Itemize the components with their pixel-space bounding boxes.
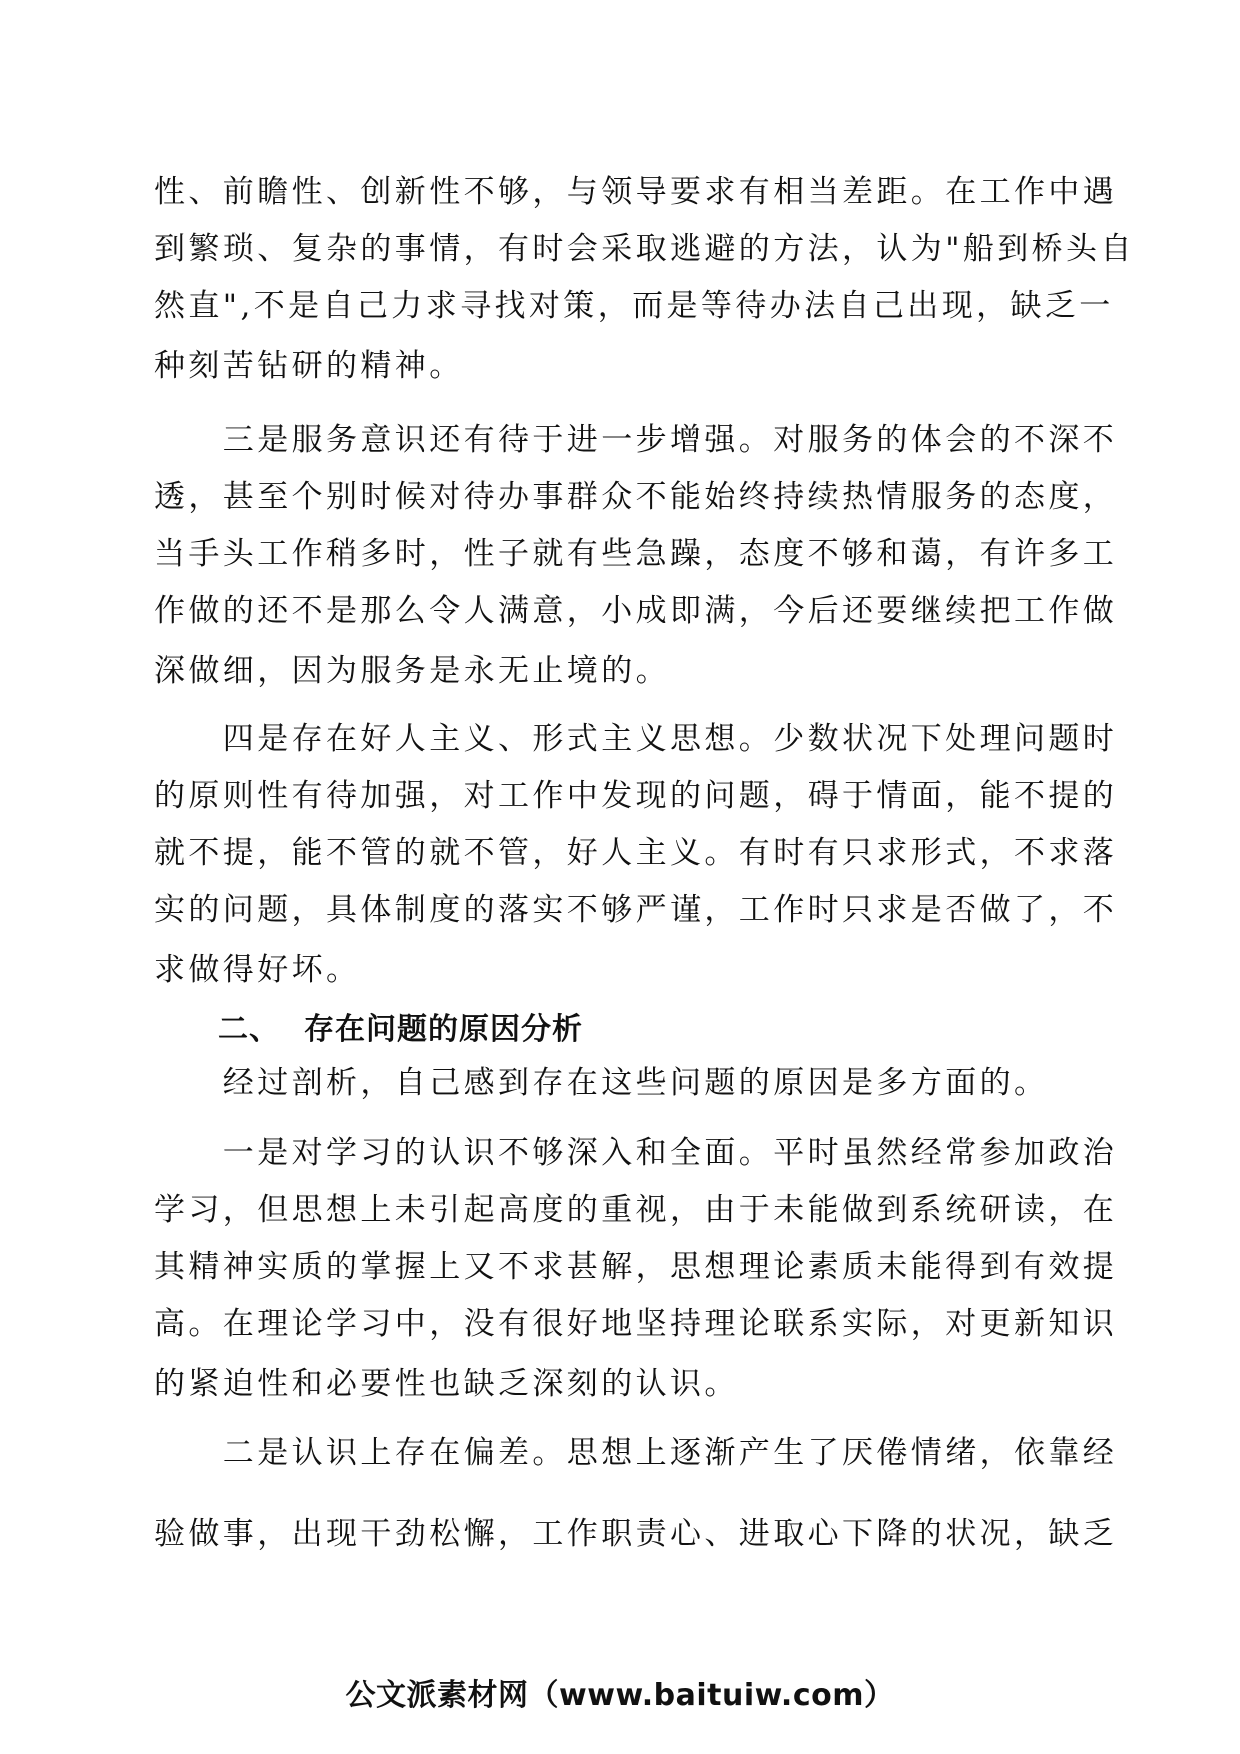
paragraph-line: 经过剖析，自己感到存在这些问题的原因是多方面的。 — [154, 1065, 1049, 1101]
paragraph-line: 的紧迫性和必要性也缺乏深刻的认识。 — [154, 1366, 739, 1402]
paragraph-line: 二是认识上存在偏差。思想上逐渐产生了厌倦情绪，依靠经 — [154, 1435, 1118, 1471]
paragraph-line: 三是服务意识还有待于进一步增强。对服务的体会的不深不 — [154, 422, 1118, 458]
paragraph-line: 到繁琐、复杂的事情，有时会采取逃避的方法，认为"船到桥头自 — [154, 231, 1135, 267]
section-heading — [154, 1010, 1094, 1050]
paragraph-line: 四是存在好人主义、形式主义思想。少数状况下处理问题时 — [154, 721, 1118, 757]
section-heading-number: 二、 — [218, 1012, 280, 1047]
paragraph-line: 验做事，出现干劲松懈，工作职责心、进取心下降的状况，缺乏 — [154, 1516, 1118, 1552]
paragraph-line: 实的问题，具体制度的落实不够严谨，工作时只求是否做了，不 — [154, 892, 1118, 928]
paragraph-line: 高。在理论学习中，没有很好地坚持理论联系实际，对更新知识 — [154, 1306, 1118, 1342]
section-heading-text: 存在问题的原因分析 — [304, 1012, 583, 1047]
paragraph-line: 作做的还不是那么令人满意，小成即满，今后还要继续把工作做 — [154, 593, 1118, 629]
footer-watermark-text: 公文派素材网（www.baituiw.com） — [345, 1678, 895, 1713]
paragraph-line: 当手头工作稍多时，性子就有些急躁，态度不够和蔼，有许多工 — [154, 536, 1118, 572]
paragraph-line: 其精神实质的掌握上又不求甚解，思想理论素质未能得到有效提 — [154, 1249, 1118, 1285]
paragraph-line: 性、前瞻性、创新性不够，与领导要求有相当差距。在工作中遇 — [154, 174, 1118, 210]
paragraph-line: 然直",不是自己力求寻找对策，而是等待办法自己出现，缺乏一 — [154, 288, 1114, 324]
paragraph-line: 的原则性有待加强，对工作中发现的问题，碍于情面，能不提的 — [154, 778, 1118, 814]
paragraph-line: 求做得好坏。 — [154, 952, 361, 988]
paragraph-line: 透，甚至个别时候对待办事群众不能始终持续热情服务的态度， — [154, 479, 1118, 515]
paragraph-line: 种刻苦钻研的精神。 — [154, 348, 464, 384]
paragraph-line: 一是对学习的认识不够深入和全面。平时虽然经常参加政治 — [154, 1135, 1118, 1171]
paragraph-line: 就不提，能不管的就不管，好人主义。有时有只求形式，不求落 — [154, 835, 1118, 871]
paragraph-line: 深做细，因为服务是永无止境的。 — [154, 653, 670, 689]
paragraph-line: 学习，但思想上未引起高度的重视，由于未能做到系统研读，在 — [154, 1192, 1118, 1228]
